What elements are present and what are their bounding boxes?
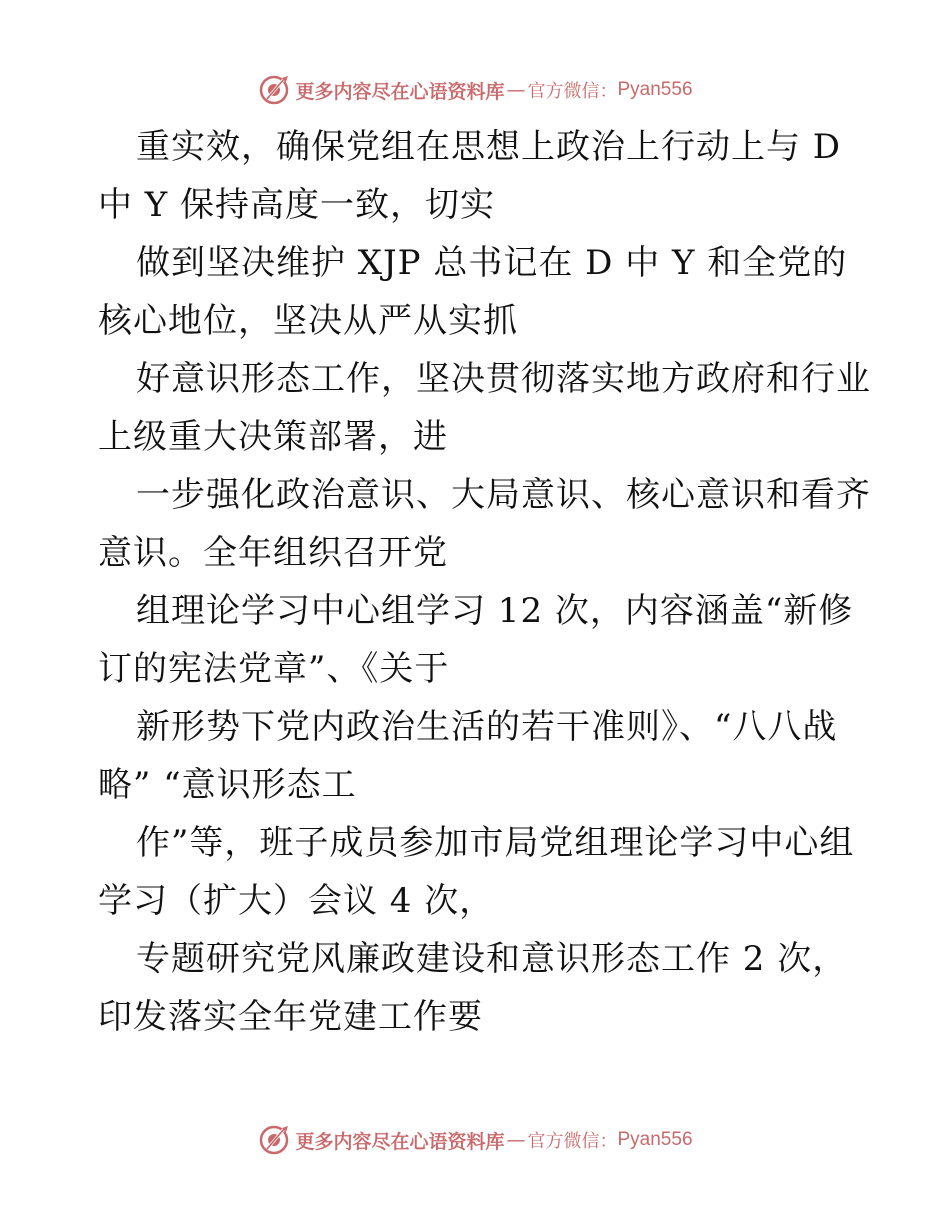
paragraph-line: 学习（扩大）会议 4 次， (98, 881, 495, 921)
paragraph-line: 专题研究党风廉政建设和意识形态工作 2 次， (136, 939, 848, 979)
paragraph-line: 略” “意识形态工 (98, 765, 357, 805)
paragraph-line: 好意识形态工作，坚决贯彻落实地方政府和行业 (136, 359, 871, 399)
banner-main-text: 更多内容尽在心语资料库 (295, 1130, 505, 1153)
banner-wechat-id: Pyan556 (617, 79, 693, 100)
footer-banner (0, 1118, 950, 1162)
paragraph-line: 印发落实全年党建工作要 (98, 997, 483, 1037)
paragraph-line: 新形势下党内政治生活的若干准则》、“八八战 (136, 707, 838, 747)
paragraph-line: 中 Y 保持高度一致，切实 (98, 185, 496, 225)
banner-wechat-label: 官方微信： (527, 81, 618, 102)
brand-logo-icon (257, 1123, 291, 1157)
banner-wechat-label: 官方微信： (527, 1131, 618, 1152)
paragraph-line: 上级重大决策部署，进 (98, 417, 448, 457)
banner-dash: — (506, 79, 526, 101)
paragraph-line: 核心地位，坚决从严从实抓 (98, 301, 518, 341)
paragraph-line: 重实效，确保党组在思想上政治上行动上与 D (136, 127, 842, 167)
paragraph-line: 一步强化政治意识、大局意识、核心意识和看齐 (136, 475, 871, 515)
paragraph-line: 作”等，班子成员参加市局党组理论学习中心组 (136, 823, 855, 863)
paragraph-line: 做到坚决维护 XJP 总书记在 D 中 Y 和全党的 (136, 243, 848, 283)
banner-wechat-id: Pyan556 (617, 1129, 693, 1150)
paragraph-line: 订的宪法党章”、《关于 (98, 649, 450, 689)
brand-logo-icon (257, 73, 291, 107)
banner-main-text: 更多内容尽在心语资料库 (295, 80, 505, 103)
banner-dash: — (506, 1129, 526, 1151)
paragraph-line: 意识。全年组织召开党 (98, 533, 448, 573)
header-banner (0, 68, 950, 112)
paragraph-line: 组理论学习中心组学习 12 次，内容涵盖“新修 (136, 591, 854, 631)
